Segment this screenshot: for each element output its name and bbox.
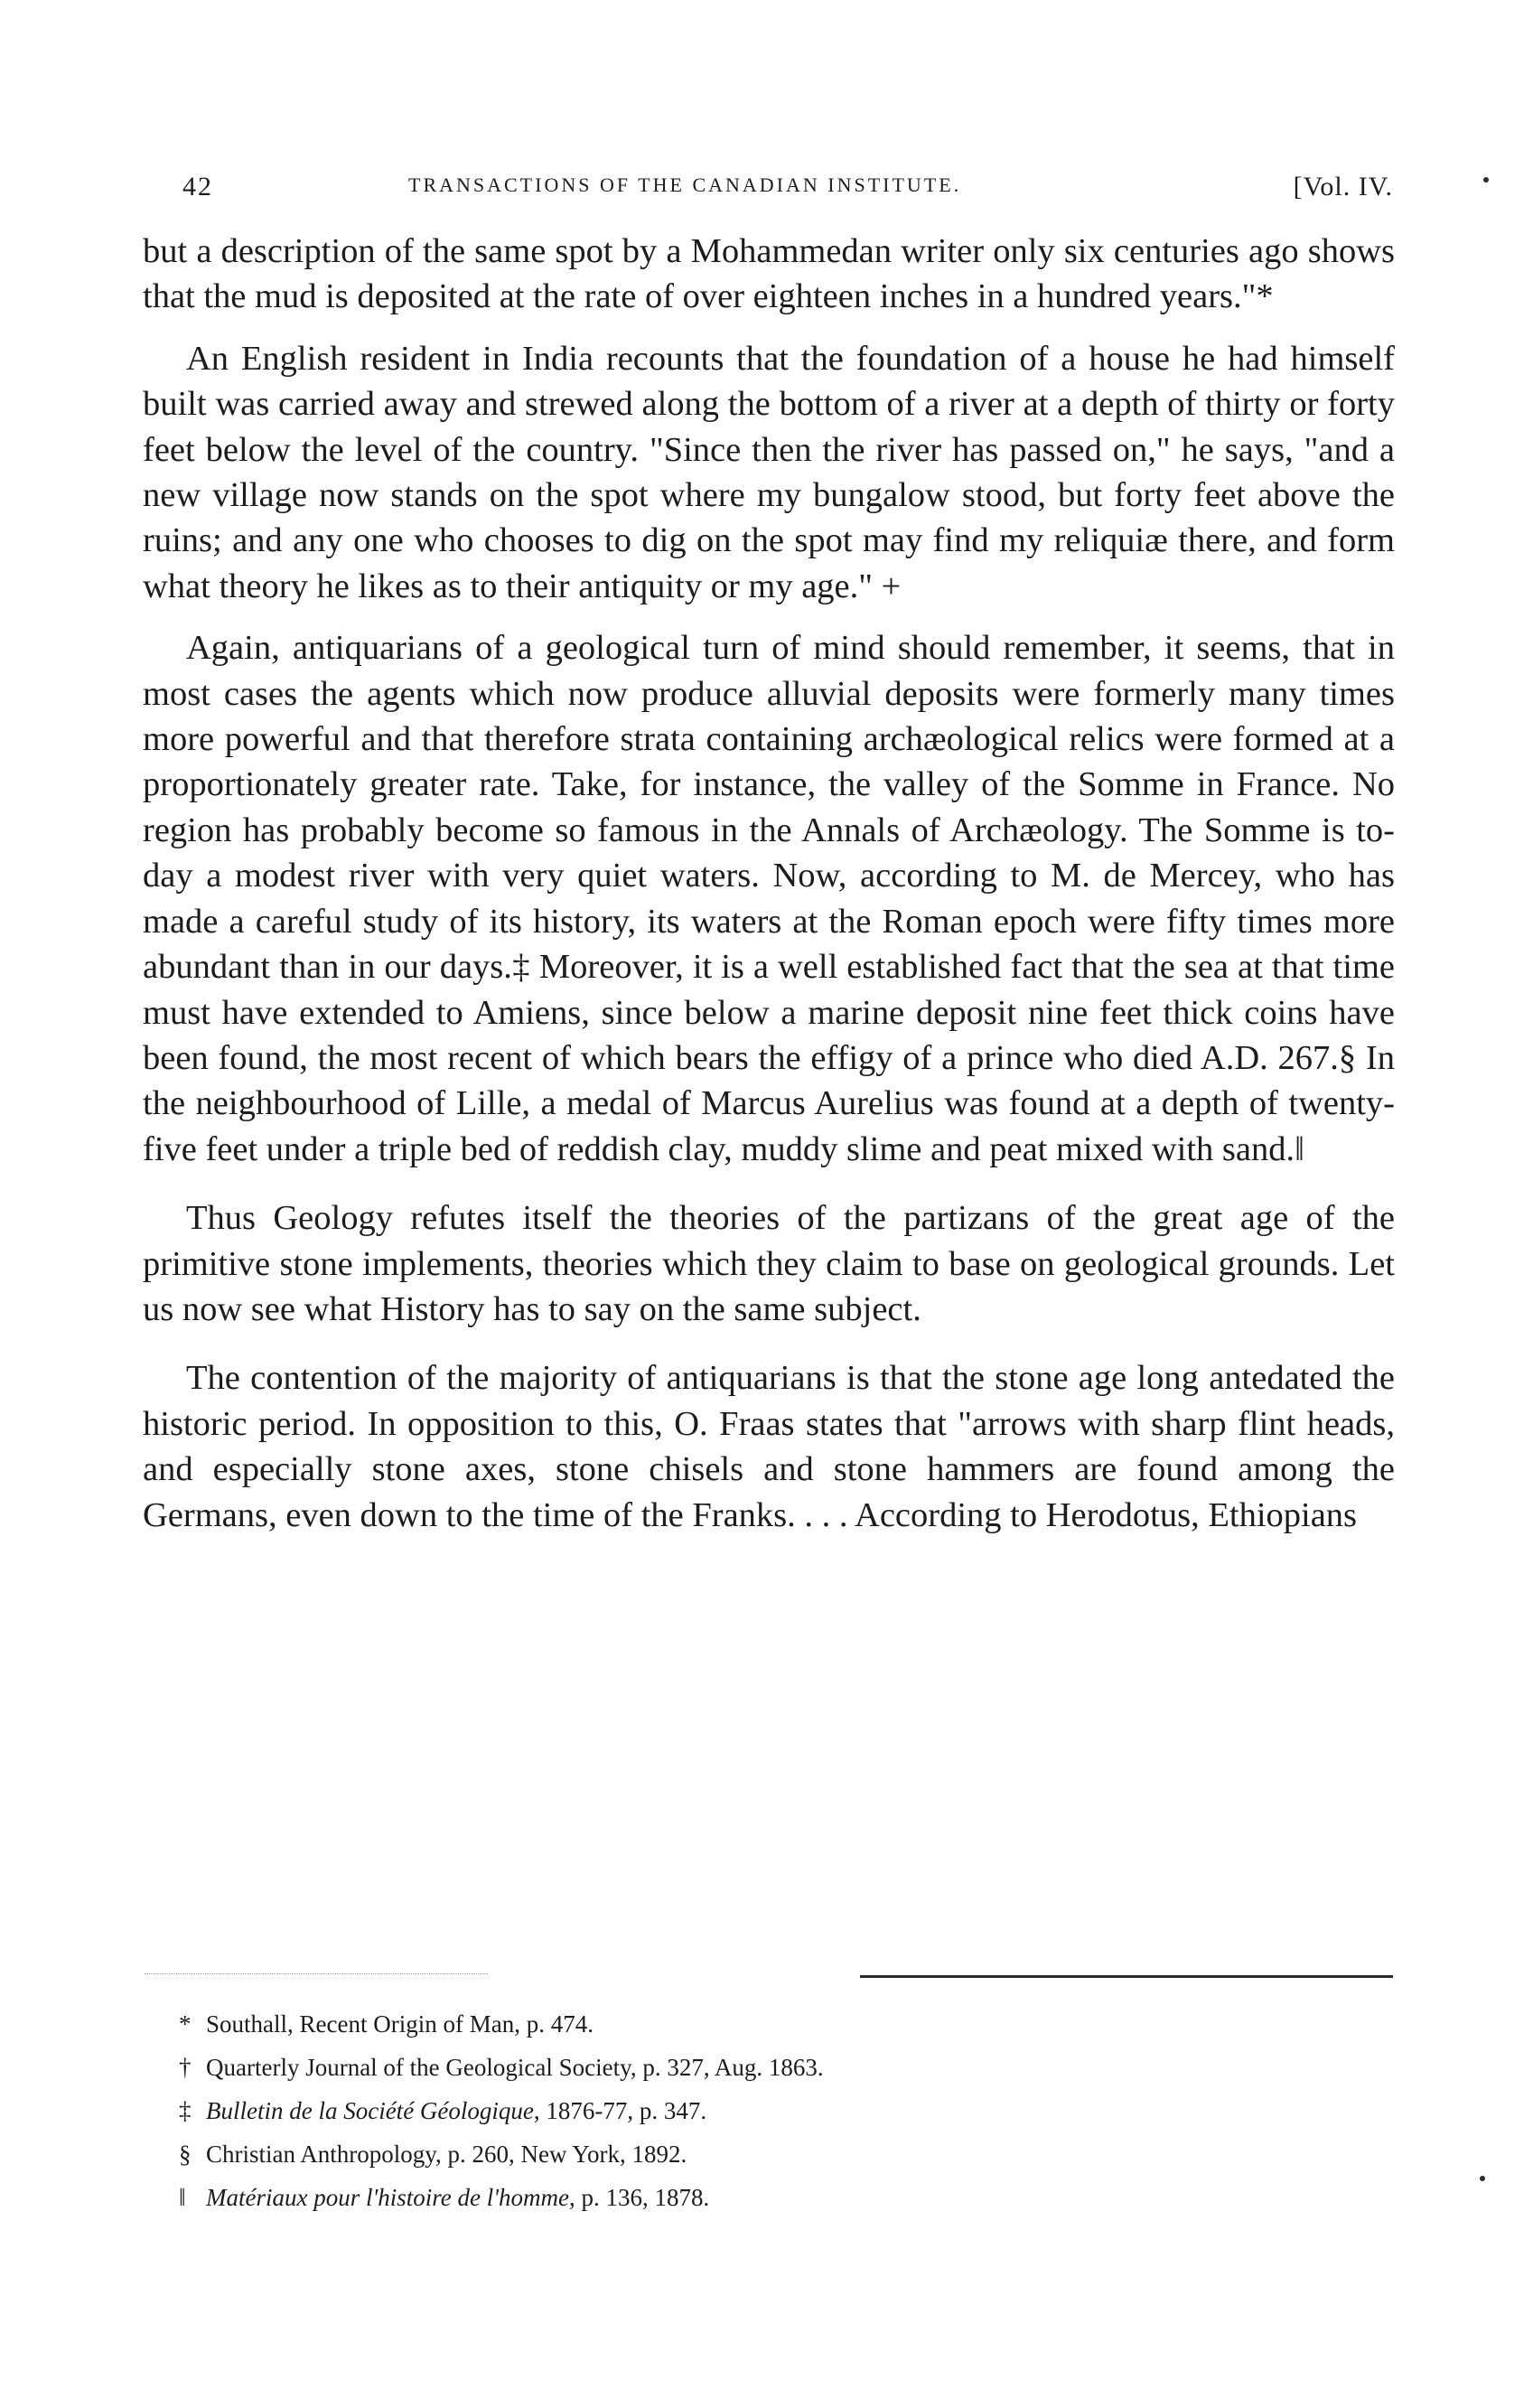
footnote-mark: § xyxy=(179,2141,192,2168)
footnote-title: Matériaux pour l'histoire de l'homme xyxy=(206,2184,569,2211)
page-number: 42 xyxy=(182,172,213,201)
footnote-rule-dotted xyxy=(145,1973,488,1974)
footnote-text: Quarterly Journal of the Geological Society, p. 327, Aug. 1863. xyxy=(206,2054,824,2081)
footnote-4 xyxy=(179,2132,1263,2176)
footnote-mark: † xyxy=(179,2054,192,2081)
footnote-text: , 1876-77, p. 347. xyxy=(533,2097,707,2124)
footnote-3 xyxy=(179,2089,1263,2132)
footnote-1 xyxy=(179,2002,1263,2046)
paragraph-1: but a description of the same spot by a Mohammedan writer only six centuries ago shows that the mud is deposited at the rate of over eighteen inches in a hundred years."* xyxy=(143,232,1395,316)
paragraph-5: The contention of the majority of antiquarians is that the stone age long antedated the historic period. In opposition to this, O. Fraas states that "arrows with sharp flint heads, and especially stone axes, stone chisels and stone hammers are found among the Germans, even down to the time of the Franks. . . . According to Herodotus, Ethiopians xyxy=(143,1359,1395,1534)
footnote-text: Christian Anthropology, p. 260, New York, 1892. xyxy=(206,2141,687,2168)
footnote-mark: ‖ xyxy=(179,2184,186,2211)
scan-speck xyxy=(1483,177,1489,183)
paragraph-2: An English resident in India recounts that the foundation of a house he had himself built was carried away and strewed along the bottom of a river at a depth of thirty or forty feet below the level of the country. "Since then the river has passed on," he says, "and a new village now stands on the spot where my bungalow stood, but forty feet above the ruins; and any one who chooses to dig on the spot may find my reliquiæ there, and form what theory he likes as to their antiquity or my age." + xyxy=(143,339,1395,605)
footnote-2 xyxy=(179,2046,1263,2089)
footnote-mark: * xyxy=(179,2010,192,2038)
footnotes xyxy=(179,2002,1263,2219)
paragraph-3: Again, antiquarians of a geological turn of mind should remember, it seems, that in most cases the agents which now produce alluvial deposits were formerly many times more powerful and that therefore strata containing archæological relics were formed at a proportionately greater rate. Take, for instance, the valley of the Somme in France. No region has probably become so famous in the Annals of Archæology. The Somme is to-day a modest river with very quiet waters. Now, according to M. de Mercey, who has made a careful study of its history, its waters at the Roman epoch were fifty times more abundant than in our days.‡ Moreover, it is a well established fact that the sea at that time must have extended to Amiens, since below a marine deposit nine feet thick coins have been found, the most recent of which bears the effigy of a prince who died A.D. 267.§ In the neighbourhood of Lille, a medal of Marcus Aurelius was found at a depth of twenty-five feet under a triple bed of reddish clay, muddy slime and peat mixed with sand.‖ xyxy=(143,629,1395,1168)
footnote-5 xyxy=(179,2176,1263,2219)
volume-label: [Vol. IV. xyxy=(1293,172,1393,201)
footnote-text: , p. 136, 1878. xyxy=(569,2184,710,2211)
running-title: TRANSACTIONS OF THE CANADIAN INSTITUTE. xyxy=(408,173,962,196)
footnote-title: Bulletin de la Société Géologique xyxy=(206,2097,534,2124)
scan-speck xyxy=(1480,2176,1485,2181)
body-text xyxy=(143,229,1395,1538)
paragraph-4: Thus Geology refutes itself the theories of the partizans of the great age of the primitive stone implements, theories which they claim to base on geological grounds. Let us now see what History has to say on the same subject. xyxy=(143,1199,1395,1328)
footnote-mark: ‡ xyxy=(179,2097,192,2124)
footnote-rule xyxy=(860,1975,1393,1978)
page-header xyxy=(182,172,1393,208)
footnote-text: Southall, Recent Origin of Man, p. 474. xyxy=(206,2010,594,2038)
